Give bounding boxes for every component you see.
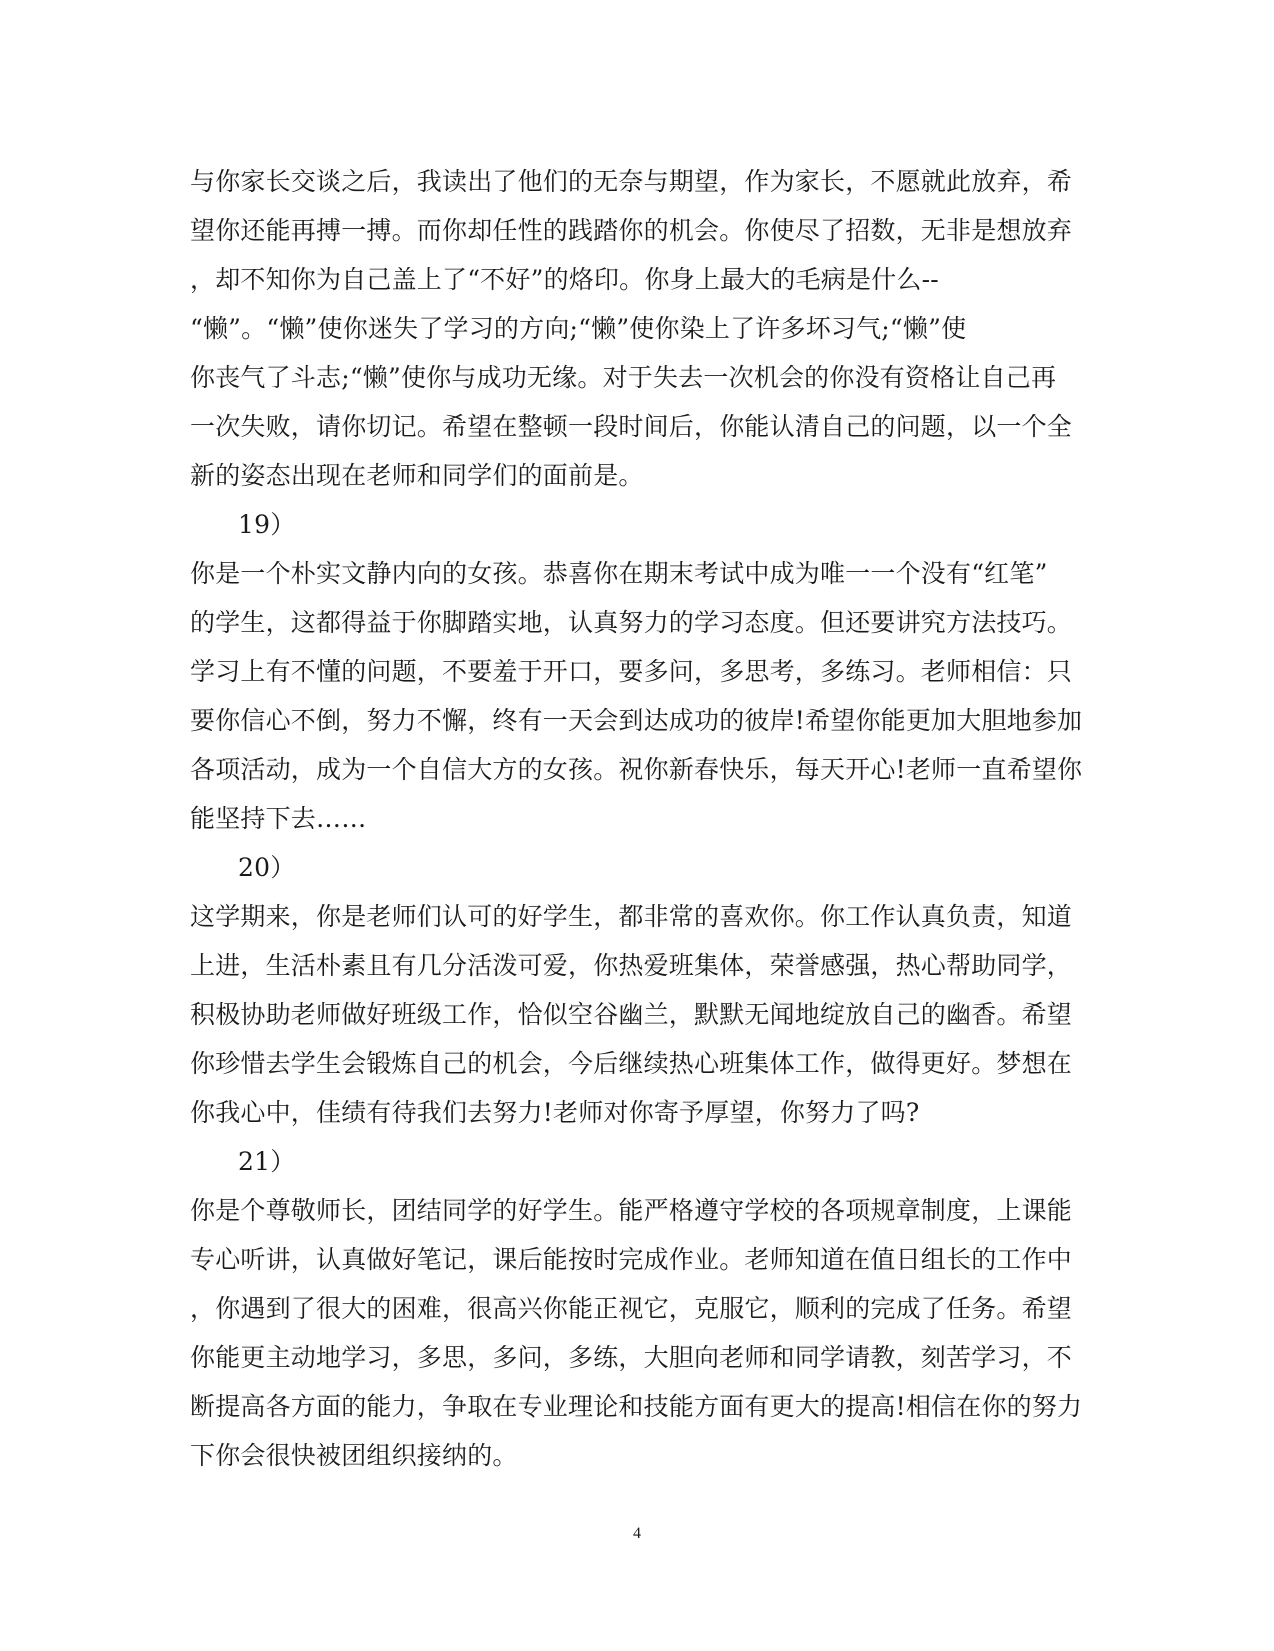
body-text	[190, 157, 1090, 1480]
text-line: 与你家长交谈之后，我读出了他们的无奈与期望，作为家长，不愿就此放弃，希	[190, 167, 1073, 196]
text-line: ，你遇到了很大的困难，很高兴你能正视它，克服它，顺利的完成了任务。希望	[190, 1294, 1073, 1323]
text-line: 下你会很快被团组织接纳的。	[190, 1441, 518, 1470]
text-line: 一次失败，请你切记。希望在整顿一段时间后，你能认清自己的问题，以一个全	[190, 412, 1073, 441]
text-line: 你能更主动地学习，多思，多问，多练，大胆向老师和同学请教，刻苦学习，不	[190, 1343, 1073, 1372]
text-line: 断提高各方面的能力，争取在专业理论和技能方面有更大的提高!相信在你的努力	[190, 1392, 1083, 1421]
text-line: 上进，生活朴素且有几分活泼可爱，你热爱班集体，荣誉感强，热心帮助同学，	[190, 951, 1073, 980]
text-line: 这学期来，你是老师们认可的好学生，都非常的喜欢你。你工作认真负责，知道	[190, 902, 1073, 931]
text-line: 专心听讲，认真做好笔记，课后能按时完成作业。老师知道在值日组长的工作中	[190, 1245, 1073, 1274]
section-number-20: 20）	[238, 853, 296, 882]
text-line: 你丧气了斗志;“懒”使你与成功无缘。对于失去一次机会的你没有资格让自己再	[190, 363, 1057, 392]
section-number-19: 19）	[238, 510, 296, 539]
page-number: 4	[633, 1525, 641, 1542]
text-line: “懒”。“懒”使你迷失了学习的方向;“懒”使你染上了许多坏习气;“懒”使	[190, 314, 967, 343]
text-line: 各项活动，成为一个自信大方的女孩。祝你新春快乐，每天开心!老师一直希望你	[190, 755, 1083, 784]
section-number-21: 21）	[238, 1147, 296, 1176]
text-line: 要你信心不倒，努力不懈，终有一天会到达成功的彼岸!希望你能更加大胆地参加	[190, 706, 1083, 735]
text-line: 学习上有不懂的问题，不要羞于开口，要多问，多思考，多练习。老师相信：只	[190, 657, 1073, 686]
text-line: 你是一个朴实文静内向的女孩。恭喜你在期末考试中成为唯一一个没有“红笔”	[190, 559, 1048, 588]
text-line: 新的姿态出现在老师和同学们的面前是。	[190, 461, 644, 490]
text-line: 望你还能再搏一搏。而你却任性的践踏你的机会。你使尽了招数，无非是想放弃	[190, 216, 1073, 245]
text-line: 积极协助老师做好班级工作，恰似空谷幽兰，默默无闻地绽放自己的幽香。希望	[190, 1000, 1073, 1029]
text-line: 你是个尊敬师长，团结同学的好学生。能严格遵守学校的各项规章制度，上课能	[190, 1196, 1073, 1225]
text-line: 你珍惜去学生会锻炼自己的机会，今后继续热心班集体工作，做得更好。梦想在	[190, 1049, 1073, 1078]
text-line: 能坚持下去……	[190, 804, 367, 833]
text-line: 的学生，这都得益于你脚踏实地，认真努力的学习态度。但还要讲究方法技巧。	[190, 608, 1073, 637]
text-line: ，却不知你为自己盖上了“不好”的烙印。你身上最大的毛病是什么--	[190, 265, 939, 294]
text-line: 你我心中，佳绩有待我们去努力!老师对你寄予厚望，你努力了吗?	[190, 1098, 920, 1127]
